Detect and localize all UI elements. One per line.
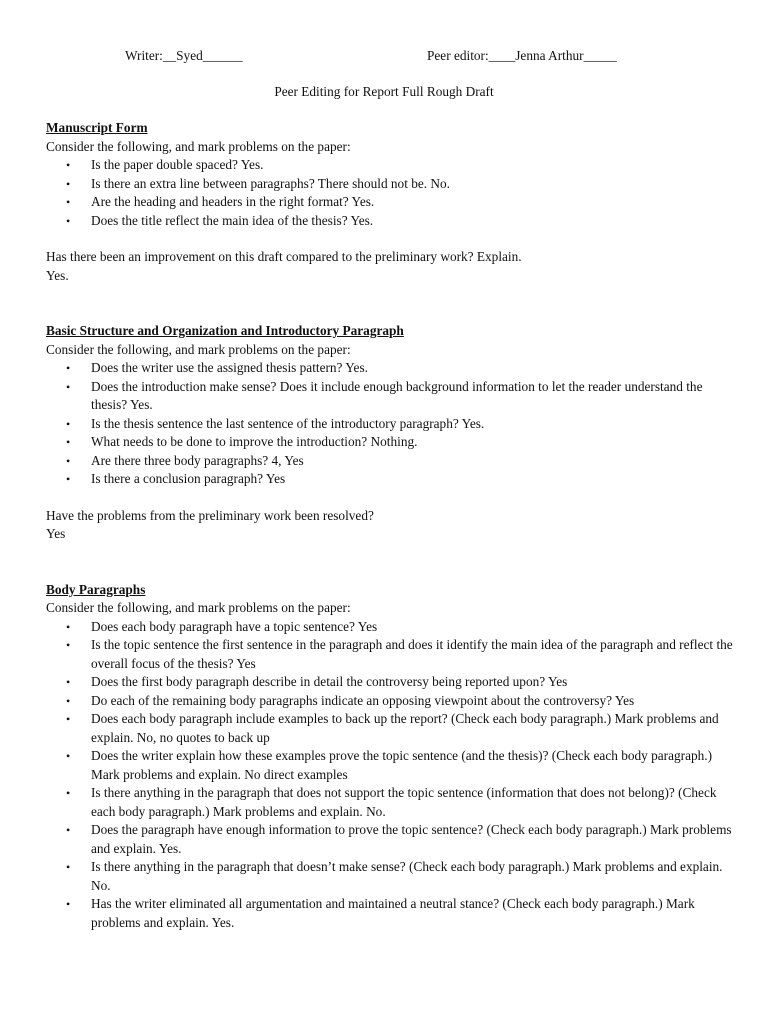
bullet-icon: • — [66, 786, 71, 800]
section-heading: Basic Structure and Organization and Introductory Paragraph — [46, 323, 404, 338]
review-question: Has there been an improvement on this draft compared to the preliminary work? Explain. — [46, 249, 522, 264]
list-item-text: Are there three body paragraphs? 4, Yes — [91, 452, 304, 468]
section-spacer — [46, 285, 736, 322]
list-item-text: Does the introduction make sense? Does it include enough background information to let the reader understand the thesis? Yes. — [91, 378, 703, 412]
bullet-icon: • — [66, 472, 71, 486]
list-item-text: Does each body paragraph include examples to back up the report? (Check each body paragraph.) Mark problems and explain. No, no quotes to back up — [91, 711, 719, 745]
list-item-text: Is there a conclusion paragraph? Yes — [91, 471, 286, 486]
bullet-icon: • — [66, 675, 71, 689]
list-item — [46, 175, 736, 194]
list-item-text: Does the first body paragraph describe in detail the controversy being reported upon? Yes — [91, 674, 568, 689]
bullet-icon: • — [66, 749, 71, 763]
bullet-icon: • — [66, 416, 71, 431]
list-item — [46, 821, 736, 858]
bullet-icon: • — [66, 213, 71, 228]
bullet-icon: • — [66, 638, 71, 652]
checklist — [46, 618, 736, 933]
header-row — [0, 47, 768, 67]
checklist — [46, 359, 736, 489]
bullet-icon: • — [66, 712, 71, 726]
list-item — [46, 747, 736, 784]
list-item — [46, 636, 736, 673]
list-item — [46, 470, 736, 489]
review-question: Have the problems from the preliminary work been resolved? — [46, 507, 374, 523]
list-item-text: Does the paragraph have enough information to prove the topic sentence? (Check each body paragraph.) Mark problems and explain. Yes. — [91, 822, 732, 856]
bullet-icon: • — [66, 158, 71, 172]
section-heading: Manuscript Form — [46, 120, 148, 135]
bullet-icon: • — [66, 435, 71, 449]
checklist — [46, 156, 736, 230]
list-item-text: Is there anything in the paragraph that doesn’t make sense? (Check each body paragraph.) Mark problems and explain. No. — [91, 859, 723, 893]
list-item-text: What needs to be done to improve the introduction? Nothing. — [91, 434, 418, 449]
document-title: Peer Editing for Report Full Rough Draft — [274, 84, 494, 99]
peer-editor-field: Peer editor:____Jenna Arthur_____ — [427, 48, 617, 63]
list-item — [46, 692, 736, 711]
bullet-icon: • — [66, 361, 71, 375]
list-item-text: Does each body paragraph have a topic sentence? Yes — [91, 618, 378, 634]
bullet-icon: • — [66, 897, 71, 911]
list-item — [46, 895, 736, 932]
bullet-icon: • — [66, 619, 71, 634]
list-item — [46, 452, 736, 471]
bullet-icon: • — [66, 453, 71, 468]
list-item — [46, 433, 736, 452]
list-item-text: Does the writer explain how these examples prove the topic sentence (and the thesis)? (Check each body paragraph.) Mark problems and explain. No direct examples — [91, 748, 713, 782]
writer-field: Writer:__Syed______ — [125, 48, 243, 63]
review-answer: Yes — [46, 526, 66, 541]
section-intro: Consider the following, and mark problems on the paper: — [46, 341, 351, 357]
section-body-paragraphs — [46, 581, 736, 933]
bullet-icon: • — [66, 195, 71, 209]
list-item-text: Is the thesis sentence the last sentence of the introductory paragraph? Yes. — [91, 415, 485, 431]
list-item — [46, 858, 736, 895]
list-item-text: Is the paper double spaced? Yes. — [91, 157, 264, 172]
list-item — [46, 784, 736, 821]
list-item-text: Are the heading and headers in the right format? Yes. — [91, 194, 375, 209]
list-item — [46, 359, 736, 378]
section-basic-structure — [46, 322, 736, 544]
list-item-text: Is there an extra line between paragraphs? There should not be. No. — [91, 175, 451, 191]
list-item-text: Is the topic sentence the first sentence in the paragraph and does it identify the main idea of the paragraph and reflect the overall focus of the thesis? Yes — [91, 637, 733, 671]
section-heading: Body Paragraphs — [46, 581, 146, 597]
section-intro: Consider the following, and mark problems on the paper: — [46, 138, 351, 154]
list-item — [46, 378, 736, 415]
review-answer: Yes. — [46, 267, 69, 283]
list-item-text: Has the writer eliminated all argumentation and maintained a neutral stance? (Check each body paragraph.) Mark problems and explain. Yes. — [91, 896, 695, 930]
list-item — [46, 193, 736, 212]
list-item — [46, 156, 736, 175]
bullet-icon: • — [66, 823, 71, 837]
document-body — [46, 119, 736, 932]
bullet-icon: • — [66, 693, 71, 708]
list-item-text: Do each of the remaining body paragraphs indicate an opposing viewpoint about the controversy? Yes — [91, 692, 635, 708]
section-spacer — [46, 544, 736, 581]
section-intro: Consider the following, and mark problems on the paper: — [46, 600, 351, 615]
list-item — [46, 710, 736, 747]
section-manuscript-form — [46, 119, 736, 285]
bullet-icon: • — [66, 379, 71, 394]
list-item — [46, 415, 736, 434]
list-item-text: Is there anything in the paragraph that does not support the topic sentence (information that does not belong)? (Check each body paragraph.) Mark problems and explain. No. — [91, 785, 717, 819]
bullet-icon: • — [66, 860, 71, 874]
list-item-text: Does the writer use the assigned thesis pattern? Yes. — [91, 360, 368, 375]
list-item-text: Does the title reflect the main idea of the thesis? Yes. — [91, 212, 374, 228]
list-item — [46, 618, 736, 637]
list-item — [46, 212, 736, 231]
list-item — [46, 673, 736, 692]
bullet-icon: • — [66, 176, 71, 191]
